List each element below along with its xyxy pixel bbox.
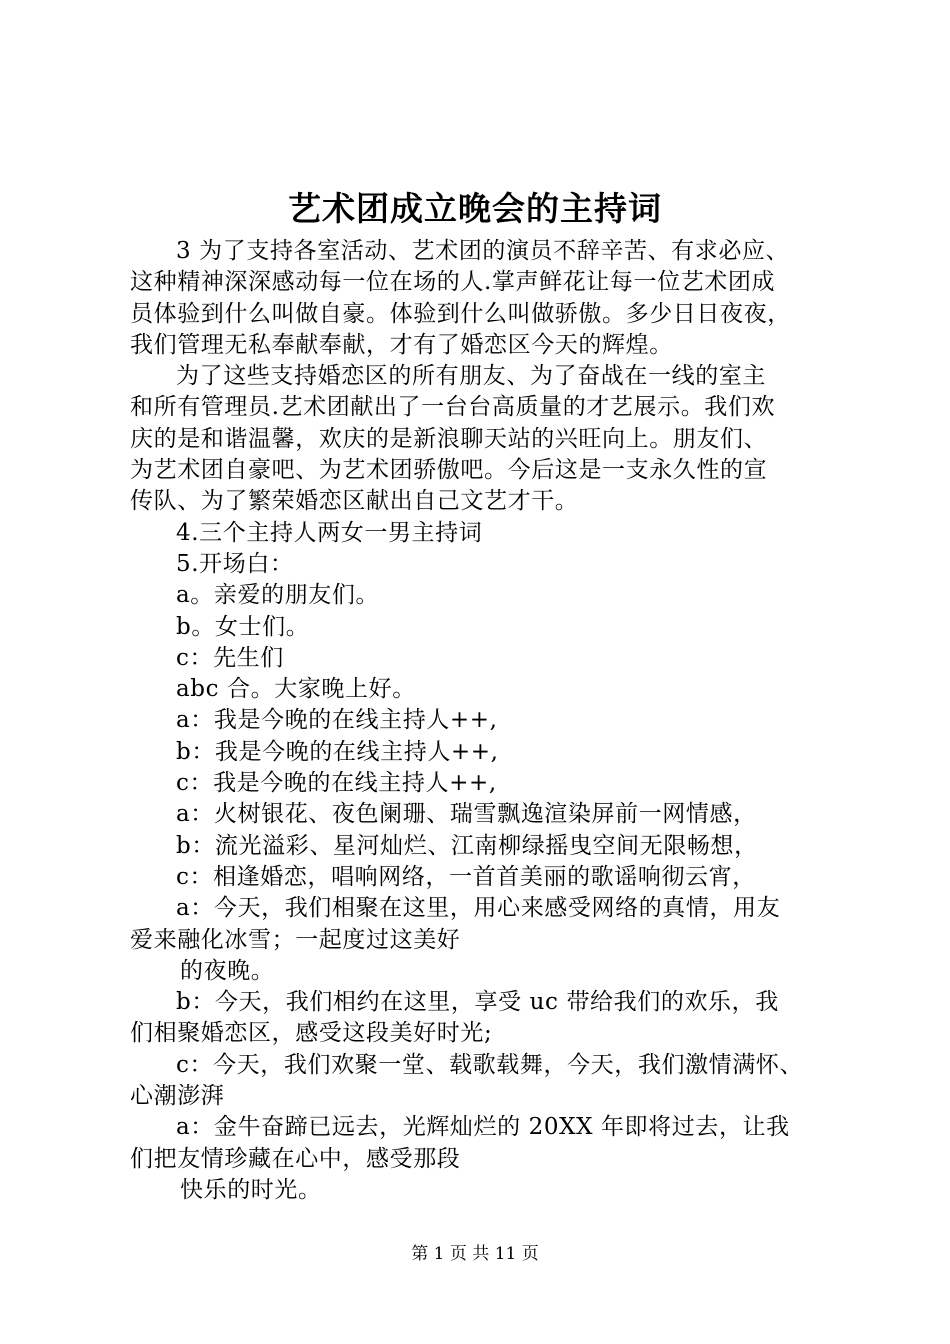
text-line: 这种精神深深感动每一位在场的人.掌声鲜花让每一位艺术团成 (130, 269, 776, 296)
text-line: abc 合。大家晚上好。 (176, 676, 416, 703)
text-line: 快乐的时光。 (180, 1176, 322, 1203)
text-line: 5.开场白： (176, 550, 294, 577)
text-line: 3 为了支持各室活动、艺术团的演员不辞辛苦、有求必应、 (176, 238, 790, 264)
document-body (130, 236, 835, 1206)
text-line: a：我是今晚的在线主持人++, (176, 707, 498, 734)
text-line: 传队、为了繁荣婚恋区献出自己文艺才干。 (130, 488, 579, 515)
text-line: b：我是今晚的在线主持人++, (176, 738, 499, 765)
text-line: b：今天，我们相约在这里，享受 uc 带给我们的欢乐，我 (176, 989, 779, 1016)
text-line: 为艺术团自豪吧、为艺术团骄傲吧。今后这是一支永久性的宣 (130, 457, 768, 484)
text-line: 员体验到什么叫做自豪。体验到什么叫做骄傲。多少日日夜夜， (130, 300, 791, 327)
text-line: 心潮澎湃 (130, 1083, 225, 1110)
text-line: b：流光溢彩、星河灿烂、江南柳绿摇曳空间无限畅想， (176, 832, 758, 859)
text-line: 为了这些支持婚恋区的所有朋友、为了奋战在一线的室主 (176, 363, 766, 390)
text-line: a：今天，我们相聚在这里，用心来感受网络的真情，用友 (176, 895, 781, 922)
text-line: c：相逢婚恋，唱响网络，一首首美丽的歌谣响彻云宵， (176, 863, 756, 890)
text-line: a。亲爱的朋友们。 (176, 582, 380, 609)
text-line: a：金牛奋蹄已远去，光辉灿烂的 20XX 年即将过去，让我 (176, 1114, 790, 1141)
text-line: c：今天，我们欢聚一堂、载歌载舞，今天，我们激情满怀、 (176, 1051, 804, 1078)
text-line: b。女士们。 (176, 613, 310, 640)
text-line: 庆的是和谐温馨，欢庆的是新浪聊天站的兴旺向上。朋友们、 (130, 425, 768, 452)
page-footer: 第 1 页 共 11 页 (411, 1244, 539, 1264)
text-line: a：火树银花、夜色阑珊、瑞雪飘逸渲染屏前一网情感， (176, 801, 757, 828)
text-line: 爱来融化冰雪；一起度过这美好 (130, 926, 461, 953)
text-line: 4.三个主持人两女一男主持词 (176, 519, 483, 546)
text-line: 们把友情珍藏在心中，感受那段 (130, 1145, 461, 1172)
text-line: 的夜晚。 (180, 957, 275, 984)
text-line: 我们管理无私奉献奉献，才有了婚恋区今天的辉煌。 (130, 331, 673, 358)
text-line: c：我是今晚的在线主持人++, (176, 770, 497, 797)
text-line: 和所有管理员.艺术团献出了一台台高质量的才艺展示。我们欢 (130, 394, 776, 421)
document-title: 艺术团成立晚会的主持词 (288, 189, 662, 228)
text-line: 们相聚婚恋区，感受这段美好时光; (130, 1020, 493, 1047)
text-line: c：先生们 (176, 644, 284, 671)
